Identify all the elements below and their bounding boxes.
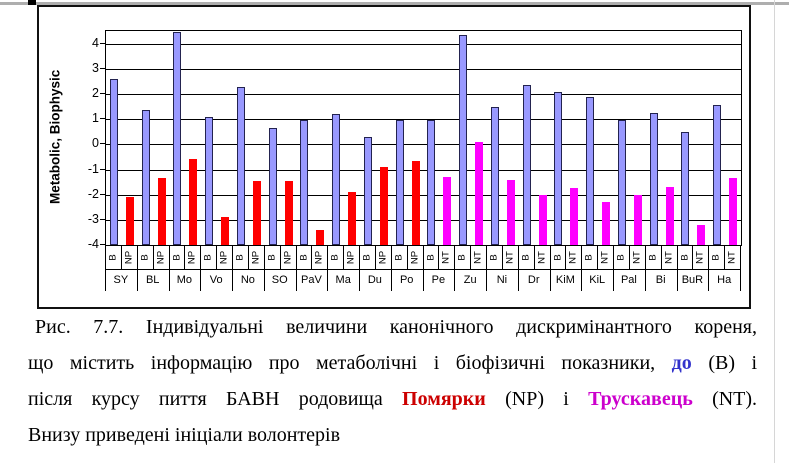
caption-line-4 <box>28 417 757 453</box>
x-bar-label-Mo-NP: NP <box>186 250 198 265</box>
x-sub-divider <box>216 246 217 269</box>
bar-BuR-B <box>681 132 689 245</box>
x-group-label-Pal: Pal <box>620 274 637 286</box>
bar-Dr-B <box>523 85 531 245</box>
bar-Ma-B <box>332 114 340 245</box>
figure-caption <box>28 309 757 453</box>
x-group-divider <box>454 246 455 291</box>
plot-area <box>105 30 742 246</box>
bar-Pe-B <box>427 120 435 245</box>
x-group-label-Pe: Pe <box>431 274 446 286</box>
bar-BuR-NT <box>697 225 705 245</box>
bar-KiM-B <box>554 92 562 246</box>
x-bar-label-PaV-NP: NP <box>313 250 325 265</box>
bar-Ni-B <box>491 107 499 245</box>
x-axis-labels <box>105 246 742 294</box>
x-group-divider <box>740 246 741 291</box>
caption-text: після курсу пиття БАВН родовища <box>28 388 383 410</box>
bar-Du-B <box>364 137 372 245</box>
x-group-label-No: No <box>240 274 255 286</box>
gridline--3 <box>106 220 741 221</box>
x-sub-divider <box>248 246 249 269</box>
bar-PaV-B <box>300 120 308 245</box>
x-group-divider <box>645 246 646 291</box>
x-bar-label-PaV-B: B <box>297 254 309 261</box>
x-bar-label-Po-B: B <box>393 254 405 261</box>
bar-Vo-NP <box>221 217 229 245</box>
caption-word-truskavets: Трускавець <box>588 388 693 410</box>
x-sub-divider <box>343 246 344 269</box>
x-sub-divider <box>121 246 122 269</box>
x-group-divider <box>677 246 678 291</box>
x-bar-label-Pal-B: B <box>615 254 627 261</box>
caption-line-1 <box>28 309 757 345</box>
bar-Bi-B <box>650 113 658 245</box>
x-sub-divider <box>724 246 725 269</box>
bar-SY-B <box>110 79 118 245</box>
bar-PaV-NP <box>316 230 324 245</box>
gridline-4 <box>106 44 741 45</box>
x-bar-label-Ha-B: B <box>710 254 722 261</box>
x-group-divider <box>550 246 551 291</box>
x-bar-label-Ma-B: B <box>329 254 341 261</box>
gridline--2 <box>106 195 741 196</box>
bar-Pal-NT <box>634 195 642 245</box>
bar-SO-NP <box>285 181 293 245</box>
bar-Pe-NT <box>443 177 451 245</box>
y-tick-label-1: 1 <box>92 111 99 126</box>
x-group-label-BuR: BuR <box>681 274 704 286</box>
x-bar-label-Po-NP: NP <box>409 250 421 265</box>
x-sub-divider <box>184 246 185 269</box>
bar-KiL-B <box>586 97 594 246</box>
x-sub-divider <box>534 246 535 269</box>
x-group-divider <box>105 246 106 291</box>
x-sub-divider <box>692 246 693 269</box>
caption-word-pomyarky: Помярки <box>402 388 486 410</box>
x-group-divider <box>169 246 170 291</box>
x-sub-divider <box>502 246 503 269</box>
x-sub-divider <box>153 246 154 269</box>
figure-chart-frame <box>37 5 751 309</box>
bar-Po-NP <box>412 161 420 245</box>
y-tick-label-0: 0 <box>92 136 99 151</box>
x-sub-divider <box>565 246 566 269</box>
bar-KiM-NT <box>570 188 578 245</box>
x-bar-label-SO-NP: NP <box>282 250 294 265</box>
x-group-divider <box>359 246 360 291</box>
x-bar-label-KiM-NT: NT <box>567 251 579 264</box>
page-edge-line <box>774 0 775 463</box>
x-bar-label-Mo-B: B <box>170 254 182 261</box>
x-sub-divider <box>375 246 376 269</box>
x-group-divider <box>264 246 265 291</box>
caption-word-do: до <box>671 352 692 374</box>
x-group-label-Ma: Ma <box>335 274 351 286</box>
caption-text: Внизу приведені ініціали волонтерів <box>28 424 341 446</box>
x-bar-label-KiL-NT: NT <box>599 251 611 264</box>
x-group-divider <box>518 246 519 291</box>
y-tick-label--2: -2 <box>87 186 99 201</box>
x-group-label-Dr: Dr <box>527 274 540 286</box>
x-bar-label-BL-B: B <box>139 254 151 261</box>
bar-Ma-NP <box>348 192 356 245</box>
bar-Po-B <box>396 120 404 245</box>
x-group-divider <box>581 246 582 291</box>
bar-Vo-B <box>205 117 213 245</box>
y-tick-label--4: -4 <box>87 237 99 251</box>
bar-No-NP <box>253 181 261 245</box>
x-bar-label-Ma-NP: NP <box>345 250 357 265</box>
x-bar-label-Du-NP: NP <box>377 250 389 265</box>
x-bar-label-Zu-B: B <box>456 254 468 261</box>
x-group-divider <box>232 246 233 291</box>
gridline-1 <box>106 119 741 120</box>
caption-text: (B) і <box>708 352 758 374</box>
x-bar-label-Dr-B: B <box>520 254 532 261</box>
bar-SY-NP <box>126 197 134 245</box>
x-group-divider <box>486 246 487 291</box>
x-bar-label-BuR-NT: NT <box>694 251 706 264</box>
x-group-label-Ni: Ni <box>496 274 508 286</box>
bar-Ha-B <box>713 105 721 245</box>
bar-Ni-NT <box>507 180 515 245</box>
x-group-label-BL: BL <box>145 274 160 286</box>
x-group-label-Vo: Vo <box>209 274 223 286</box>
x-bar-label-Ni-B: B <box>488 254 500 261</box>
x-group-label-Po: Po <box>399 274 414 286</box>
x-sub-divider <box>661 246 662 269</box>
x-bar-label-Ha-NT: NT <box>726 251 738 264</box>
y-tick-label-4: 4 <box>92 35 99 50</box>
bar-Bi-NT <box>666 187 674 245</box>
bar-BL-B <box>142 110 150 245</box>
x-bar-label-KiL-B: B <box>583 254 595 261</box>
gridline-2 <box>106 94 741 95</box>
caption-text: (NT). <box>712 388 758 410</box>
x-group-label-KiL: KiL <box>589 274 606 286</box>
page-top-black-mark <box>28 0 36 5</box>
x-bar-label-Pal-NT: NT <box>631 251 643 264</box>
x-group-divider <box>137 246 138 291</box>
x-sub-divider <box>470 246 471 269</box>
x-bar-label-SY-NP: NP <box>123 250 135 265</box>
bar-Pal-B <box>618 120 626 245</box>
x-group-divider <box>391 246 392 291</box>
caption-line-2 <box>28 345 757 381</box>
x-group-label-PaV: PaV <box>301 274 322 286</box>
x-group-label-SO: SO <box>271 274 288 286</box>
x-bar-label-SY-B: B <box>107 254 119 261</box>
x-sub-divider <box>629 246 630 269</box>
x-bar-label-Bi-B: B <box>647 254 659 261</box>
gridline-0 <box>106 144 741 145</box>
x-bar-label-Pe-NT: NT <box>440 251 452 264</box>
x-bar-label-No-B: B <box>234 254 246 261</box>
x-group-divider <box>200 246 201 291</box>
x-bar-label-Zu-NT: NT <box>472 251 484 264</box>
bar-Zu-NT <box>475 142 483 245</box>
x-bar-label-SO-B: B <box>266 254 278 261</box>
x-group-label-Ha: Ha <box>717 274 732 286</box>
x-bar-label-Vo-B: B <box>202 254 214 261</box>
x-bar-label-BuR-B: B <box>678 254 690 261</box>
bar-Ha-NT <box>729 178 737 245</box>
x-group-label-Zu: Zu <box>463 274 477 286</box>
bar-Mo-NP <box>189 159 197 245</box>
y-tick-label--3: -3 <box>87 211 99 226</box>
x-bar-label-Pe-B: B <box>424 254 436 261</box>
x-bar-label-KiM-B: B <box>551 254 563 261</box>
x-sub-divider <box>311 246 312 269</box>
x-group-divider <box>423 246 424 291</box>
y-tick-label--1: -1 <box>87 161 99 176</box>
bar-KiL-NT <box>602 202 610 245</box>
x-bar-label-BL-NP: NP <box>155 250 167 265</box>
x-group-label-KiM: KiM <box>555 274 575 286</box>
bar-No-B <box>237 87 245 246</box>
bar-BL-NP <box>158 178 166 245</box>
bar-Du-NP <box>380 167 388 245</box>
gridline--1 <box>106 170 741 171</box>
bar-Zu-B <box>459 35 467 245</box>
y-tick-label-3: 3 <box>92 60 99 75</box>
gridline-3 <box>106 69 741 70</box>
bar-Mo-B <box>173 32 181 245</box>
caption-text: (NP) і <box>505 388 569 410</box>
x-group-label-Du: Du <box>367 274 382 286</box>
y-axis-tick-labels <box>57 30 99 251</box>
x-group-divider <box>708 246 709 291</box>
x-sub-divider <box>407 246 408 269</box>
x-bar-label-Vo-NP: NP <box>218 250 230 265</box>
x-bar-label-Bi-NT: NT <box>663 251 675 264</box>
x-bar-label-Dr-NT: NT <box>536 251 548 264</box>
x-bar-label-No-NP: NP <box>250 250 262 265</box>
caption-text: що містить інформацію про метаболічні і біофізичні показники, <box>28 352 656 374</box>
x-group-label-Bi: Bi <box>655 274 666 286</box>
x-sub-divider <box>597 246 598 269</box>
caption-text: Рис. 7.7. Індивідуальні величини канонічного дискримінантного кореня, <box>35 316 757 338</box>
x-group-label-SY: SY <box>113 274 129 286</box>
x-group-label-Mo: Mo <box>176 274 193 286</box>
x-group-divider <box>327 246 328 291</box>
y-tick-label-2: 2 <box>92 86 99 100</box>
y-axis-title: Metabolic, Biophysic <box>47 69 63 205</box>
bar-SO-B <box>269 128 277 245</box>
bar-Dr-NT <box>539 195 547 245</box>
x-bar-label-Du-B: B <box>361 254 373 261</box>
x-group-divider <box>296 246 297 291</box>
x-bar-label-Ni-NT: NT <box>504 251 516 264</box>
caption-line-3 <box>28 381 757 417</box>
x-sub-divider <box>280 246 281 269</box>
x-sub-divider <box>438 246 439 269</box>
x-group-divider <box>613 246 614 291</box>
